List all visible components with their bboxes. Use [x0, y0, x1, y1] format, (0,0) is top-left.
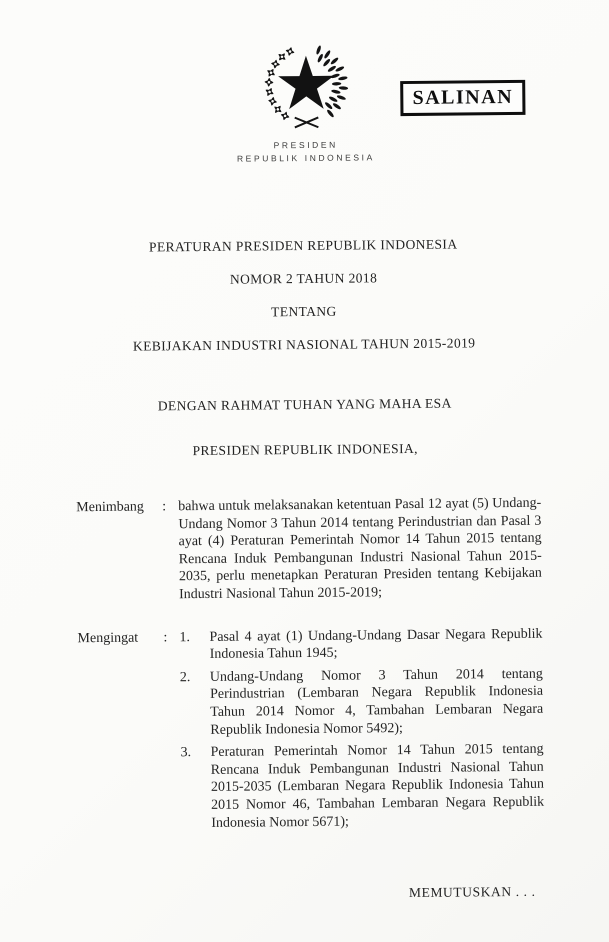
catchword-memutuskan: MEMUTUSKAN . . .: [408, 883, 536, 901]
salinan-stamp-label: SALINAN: [412, 85, 514, 109]
recalling-item-3-number: 3.: [180, 745, 192, 761]
letterhead: [156, 138, 456, 166]
letterhead-line-republik-indonesia: REPUBLIK INDONESIA: [236, 151, 375, 164]
recalling-item-2: [180, 665, 544, 739]
recalling-colon: :: [163, 629, 168, 645]
invocation-line: DENGAN RAHMAT TUHAN YANG MAHA ESA: [157, 395, 452, 414]
authority-line: PRESIDEN REPUBLIK INDONESIA,: [192, 440, 418, 459]
recalling-item-2-number: 2.: [179, 669, 191, 685]
recalling-item-3: [181, 741, 545, 832]
recalling-item-1: [179, 625, 542, 664]
regulation-subject-line: KEBIJAKAN INDUSTRI NASIONAL TAHUN 2015-2019: [132, 335, 476, 354]
recalling-item-1-text: Pasal 4 ayat (1) Undang-Undang Dasar Negara Republik Indonesia Tahun 1945;: [209, 626, 543, 663]
considering-colon: :: [162, 499, 167, 515]
recalling-clause: [77, 625, 544, 838]
recalling-item-3-text: Peraturan Pemerintah Nomor 14 Tahun 2015 tentang Rencana Induk Pembangunan Industri Nasional Tahun 2015-2035 (Lembaran Negara Republik Indonesia Tahun 2015 Nomor 46, Tambahan Lembaran Negara Republik Indonesia Nomor 5671);: [210, 741, 545, 831]
star-wreath-icon: [253, 41, 360, 132]
recalling-item-2-text: Undang-Undang Nomor 3 Tahun 2014 tentang Perindustrian (Lembaran Negara Republik Indonesia Tahun 2014 Nomor 4, Tambahan Lembaran Negara Republik Indonesia Nomor 5492);: [209, 666, 544, 738]
letterhead-line-presiden: PRESIDEN: [273, 139, 338, 151]
presidential-seal: [253, 41, 360, 132]
salinan-stamp: [400, 80, 525, 116]
recalling-item-1-number: 1.: [179, 629, 191, 645]
recalling-items: [179, 625, 544, 837]
considering-label: Menimbang: [76, 499, 144, 516]
clauses-section: [76, 495, 544, 839]
considering-text: bahwa untuk melaksanakan ketentuan Pasal 12 ayat (5) Undang-Undang Nomor 3 Tahun 2014 tentang Perindustrian dan Pasal 3 ayat (4) Peraturan Pemerintah Nomor 14 Tahun 2015 tentang Rencana Induk Pembangunan Industri Nasional Tahun 2015-2035, perlu menetapkan Peraturan Presiden tentang Kebijakan Industri Nasional Tahun 2015-2019;: [178, 495, 542, 603]
tentang-label: TENTANG: [271, 303, 337, 320]
recalling-label: Mengingat: [77, 630, 139, 646]
considering-clause: [76, 495, 542, 605]
regulation-title-line1: PERATURAN PRESIDEN REPUBLIK INDONESIA: [148, 236, 458, 255]
regulation-number-line: NOMOR 2 TAHUN 2018: [229, 270, 378, 287]
